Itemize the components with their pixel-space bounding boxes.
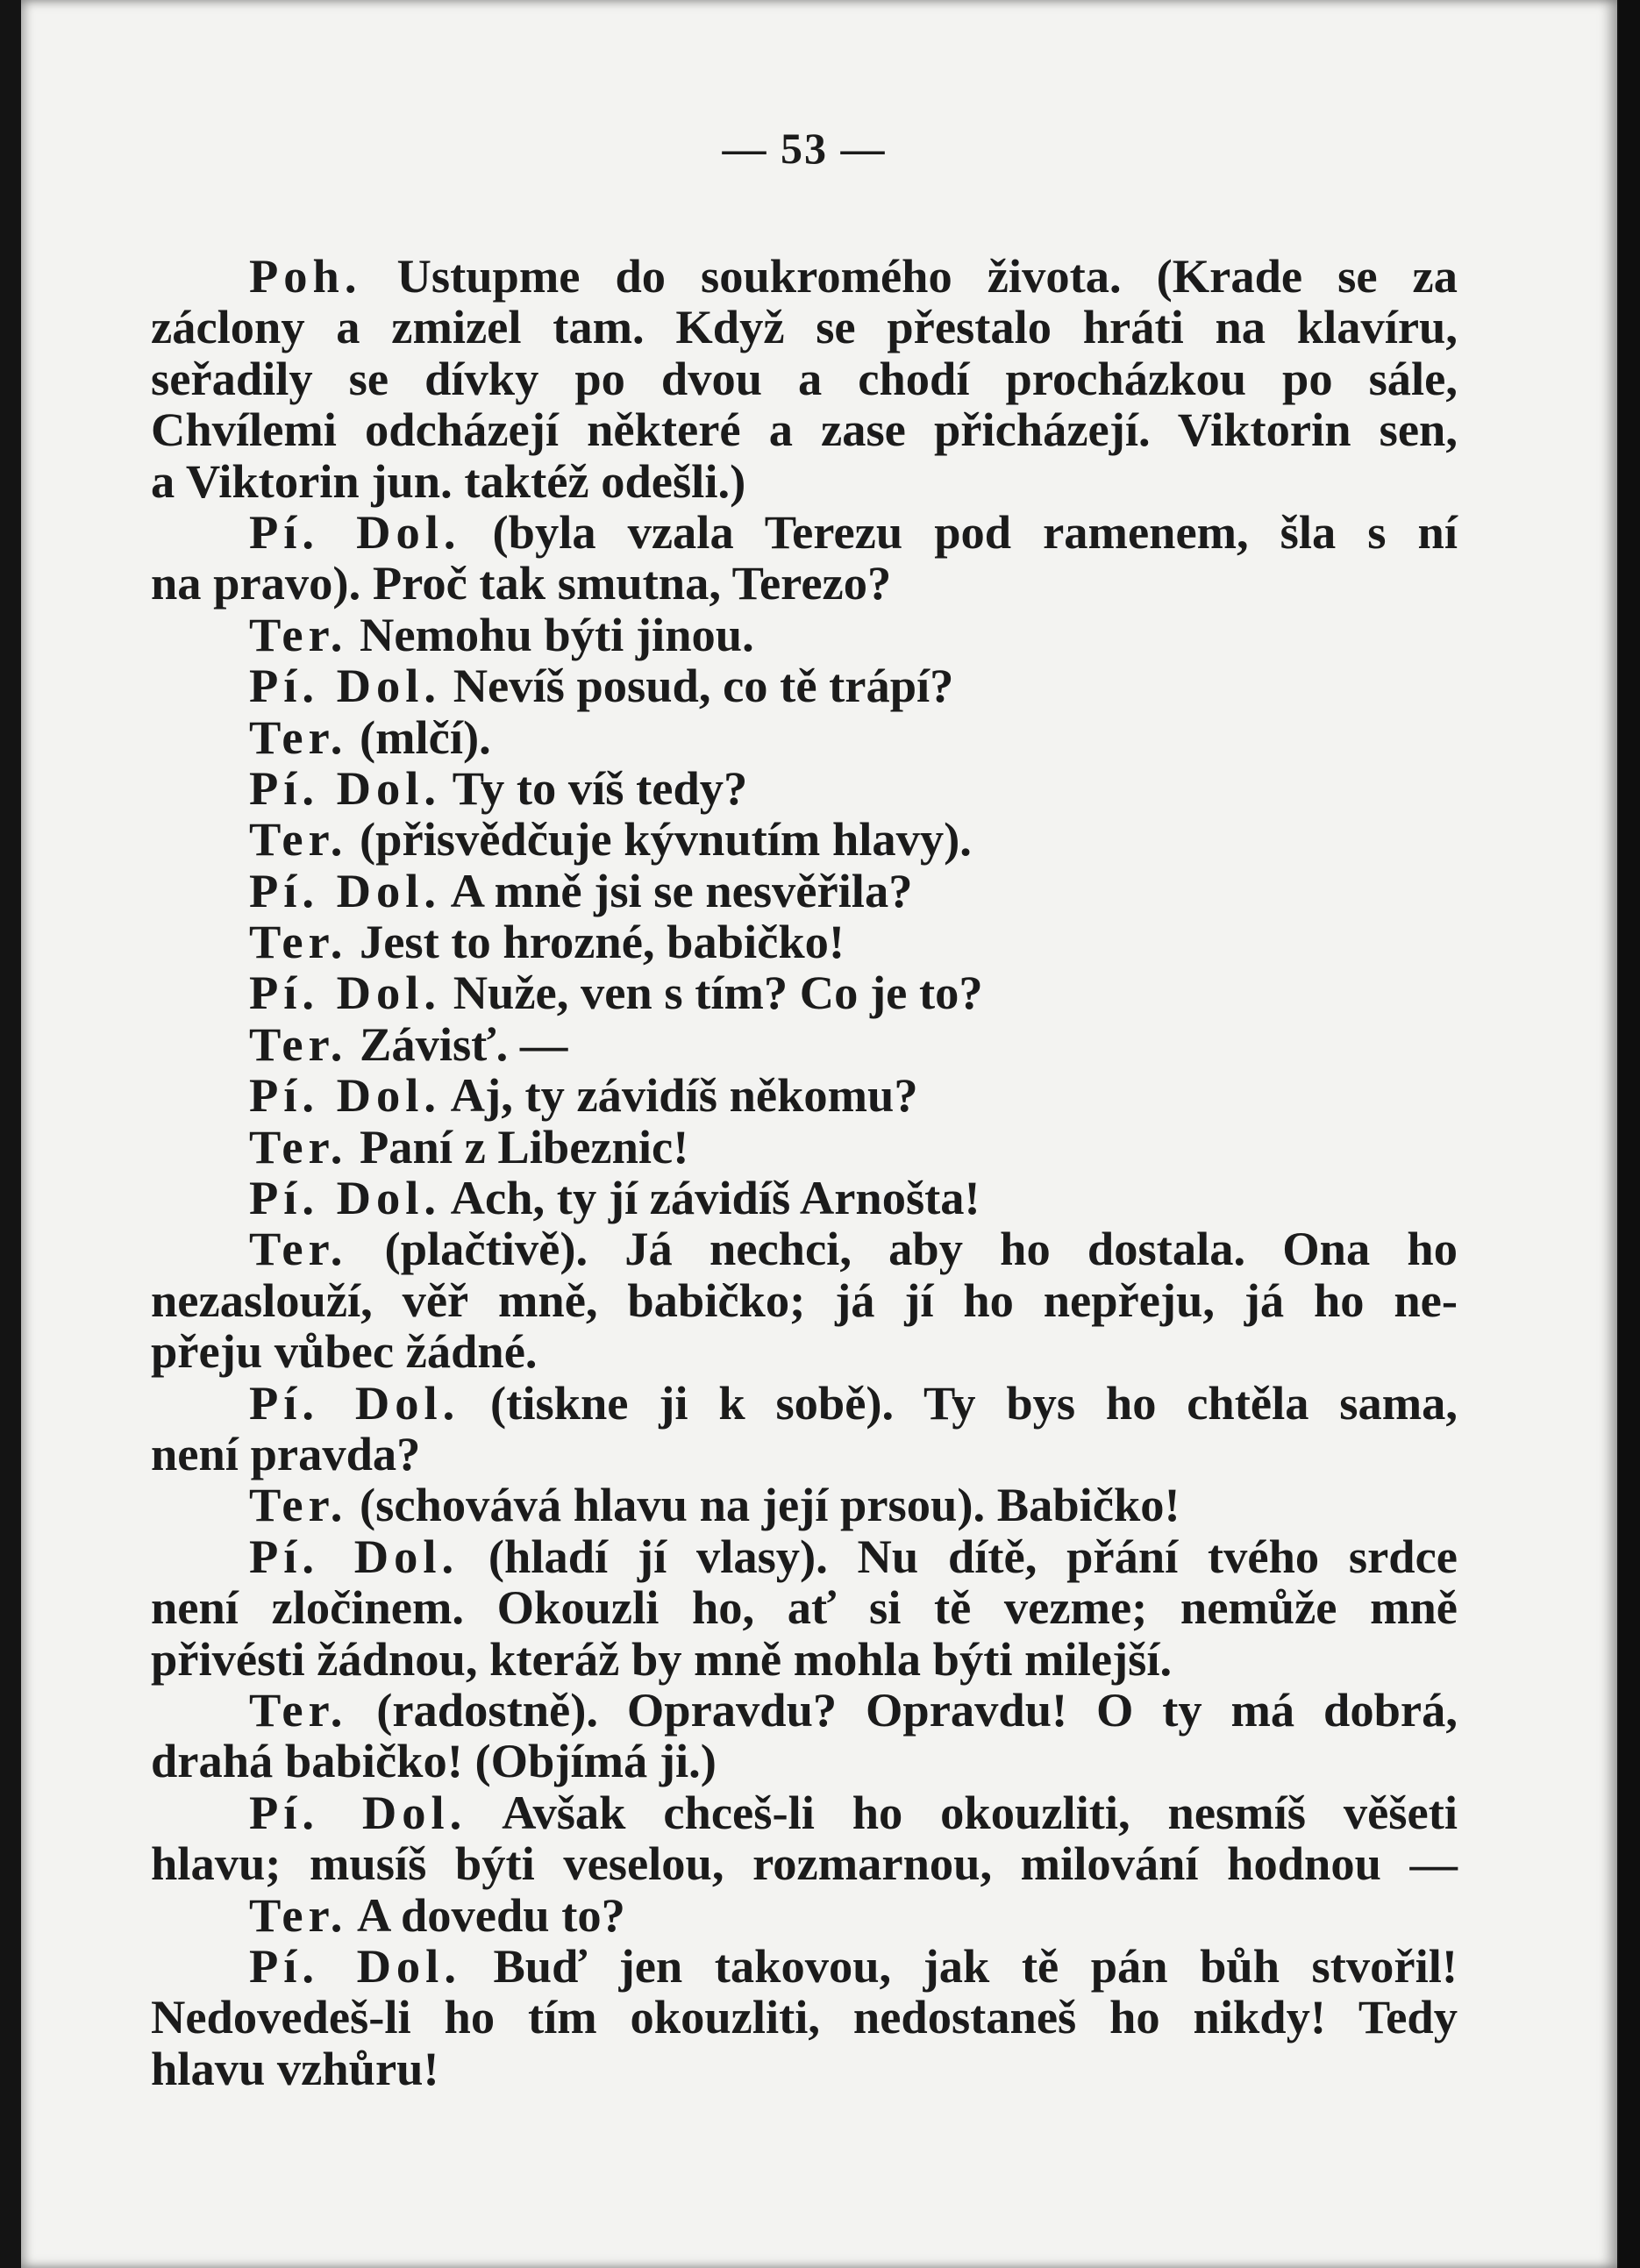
speaker-name: Pí. Dol. xyxy=(249,1375,460,1430)
line-text: Buď jen takovou, jak tě pán bůh stvořil! xyxy=(460,1938,1458,1993)
speaker-name: Pí. Dol. xyxy=(249,760,442,815)
text-line xyxy=(151,607,1458,661)
line-text: na pravo). Proč tak smutna, Terezo? xyxy=(151,556,892,610)
text-line xyxy=(151,1480,1458,1530)
speaker-name: Ter. xyxy=(249,1016,348,1071)
text-line xyxy=(151,1275,1458,1326)
text-line xyxy=(151,353,1458,404)
line-text: Paní z Libeznic! xyxy=(347,1119,689,1173)
line-text: drahá babičko! (Objímá ji.) xyxy=(151,1734,717,1788)
line-text: (radostně). Opravdu? Opravdu! O ty má dobrá, xyxy=(347,1682,1458,1737)
speaker-name: Ter. xyxy=(249,1682,348,1737)
text-line xyxy=(151,863,1458,917)
line-text: Ustupme do soukromého života. (Krade se za xyxy=(361,249,1458,303)
speaker-name: Ter. xyxy=(249,1887,348,1942)
speaker-name: Ter. xyxy=(249,1478,348,1532)
speaker-name: Pí. Dol. xyxy=(249,504,461,559)
speaker-name: Pí. Dol. xyxy=(249,659,442,713)
speaker-name: Pí. Dol. xyxy=(249,1068,442,1123)
line-text: (tiskne ji k sobě). Ty bys ho chtěla sama, xyxy=(460,1375,1458,1430)
line-text: Chvílemi odcházejí některé a zase přicházejí. Viktorin sen, xyxy=(151,403,1458,457)
text-line xyxy=(151,1070,1458,1121)
speaker-name: Ter. xyxy=(249,1119,348,1173)
speaker-name: Pí. Dol. xyxy=(249,966,442,1020)
text-line xyxy=(151,1326,1458,1377)
text-line xyxy=(151,1016,1458,1071)
text-line xyxy=(151,1787,1458,1838)
line-text: (schovává hlavu na její prsou). Babičko! xyxy=(347,1478,1180,1532)
text-line xyxy=(151,916,1458,967)
text-line xyxy=(151,1887,1458,1942)
line-text: (přisvědčuje kývnutím hlavy). xyxy=(347,812,972,867)
text-line xyxy=(151,1631,1458,1686)
text-line xyxy=(151,1938,1458,1993)
speaker-name: Pí. Dol. xyxy=(249,1171,442,1225)
text-line xyxy=(151,1582,1458,1633)
line-text: není zločinem. Okouzli ho, ať si tě vezme; nemůže mně xyxy=(151,1580,1458,1635)
text-line xyxy=(151,967,1458,1018)
text-line xyxy=(151,1375,1458,1430)
line-text: Aj, ty závidíš někomu? xyxy=(441,1068,918,1123)
text-line xyxy=(151,302,1458,353)
line-text: přeju vůbec žádné. xyxy=(151,1324,538,1379)
line-text: (plačtivě). Já nechci, aby ho dostala. Ona ho xyxy=(347,1222,1458,1276)
text-line xyxy=(151,404,1458,455)
speaker-name: Ter. xyxy=(249,710,348,764)
speaker-name: Pí. Dol. xyxy=(249,1938,461,1993)
line-text: Nemohu býti jinou. xyxy=(347,607,754,661)
speaker-name: Pí. Dol. xyxy=(249,1529,460,1583)
scan-edge xyxy=(1619,0,1640,2268)
text-line xyxy=(151,760,1458,815)
speaker-name: Ter. xyxy=(249,1222,348,1276)
text-line xyxy=(151,504,1458,559)
page-number: — 53 — xyxy=(722,124,887,173)
line-text: Jest to hrozné, babičko! xyxy=(347,915,845,969)
line-text: (hladí jí vlasy). Nu dítě, přání tvého srdce xyxy=(459,1529,1458,1583)
book-page xyxy=(21,0,1617,2268)
dialogue-text xyxy=(151,251,1458,2094)
line-text: a Viktorin jun. taktéž odešli.) xyxy=(151,453,746,508)
text-line xyxy=(151,712,1458,763)
line-text: Ach, ty jí závidíš Arnošta! xyxy=(441,1171,980,1225)
page-content xyxy=(151,123,1458,2094)
line-text: (mlčí). xyxy=(347,710,491,764)
text-line xyxy=(151,1531,1458,1582)
text-line xyxy=(151,558,1458,609)
text-line xyxy=(151,453,1458,508)
speaker-name: Pí. Dol. xyxy=(249,863,442,917)
line-text: A dovedu to? xyxy=(347,1887,625,1942)
text-line xyxy=(151,814,1458,865)
text-line xyxy=(151,1426,1458,1480)
line-text: Závisť. — xyxy=(347,1016,568,1071)
speaker-name: Ter. xyxy=(249,607,348,661)
line-text: A mně jsi se nesvěřila? xyxy=(441,863,913,917)
text-line xyxy=(151,1173,1458,1223)
text-line xyxy=(151,251,1458,302)
line-text: seřadily se dívky po dvou a chodí procházkou po sále, xyxy=(151,351,1458,405)
line-text: (byla vzala Terezu pod ramenem, šla s ní xyxy=(460,504,1458,559)
text-line xyxy=(151,1119,1458,1173)
line-text: hlavu vzhůru! xyxy=(151,2041,439,2095)
line-text: není pravda? xyxy=(151,1426,421,1480)
speaker-name: Ter. xyxy=(249,812,348,867)
line-text: Nedovedeš-li ho tím okouzliti, nedostaneš ho nikdy! Tedy xyxy=(151,1990,1458,2044)
line-text: hlavu; musíš býti veselou, rozmarnou, milování hodnou — xyxy=(151,1837,1458,1891)
speaker-name: Ter. xyxy=(249,915,348,969)
line-text: Avšak chceš-li ho okouzliti, nesmíš věšeti xyxy=(467,1785,1458,1839)
text-line xyxy=(151,1838,1458,1889)
text-line xyxy=(151,2043,1458,2094)
speaker-name: Poh. xyxy=(249,249,362,303)
line-text: přivésti žádnou, kteráž by mně mohla býti milejší. xyxy=(151,1631,1173,1686)
line-text: Nuže, ven s tím? Co je to? xyxy=(441,966,983,1020)
line-text: nezaslouží, věř mně, babičko; já jí ho nepřeju, já ho ne- xyxy=(151,1273,1458,1327)
line-text: Nevíš posud, co tě trápí? xyxy=(441,659,954,713)
text-line xyxy=(151,1992,1458,2043)
text-line xyxy=(151,1736,1458,1787)
speaker-name: Pí. Dol. xyxy=(249,1785,467,1839)
text-line xyxy=(151,660,1458,711)
line-text: Ty to víš tedy? xyxy=(441,760,748,815)
line-text: záclony a zmizel tam. Když se přestalo hráti na klavíru, xyxy=(151,300,1458,354)
text-line xyxy=(151,1682,1458,1737)
text-line xyxy=(151,1223,1458,1274)
